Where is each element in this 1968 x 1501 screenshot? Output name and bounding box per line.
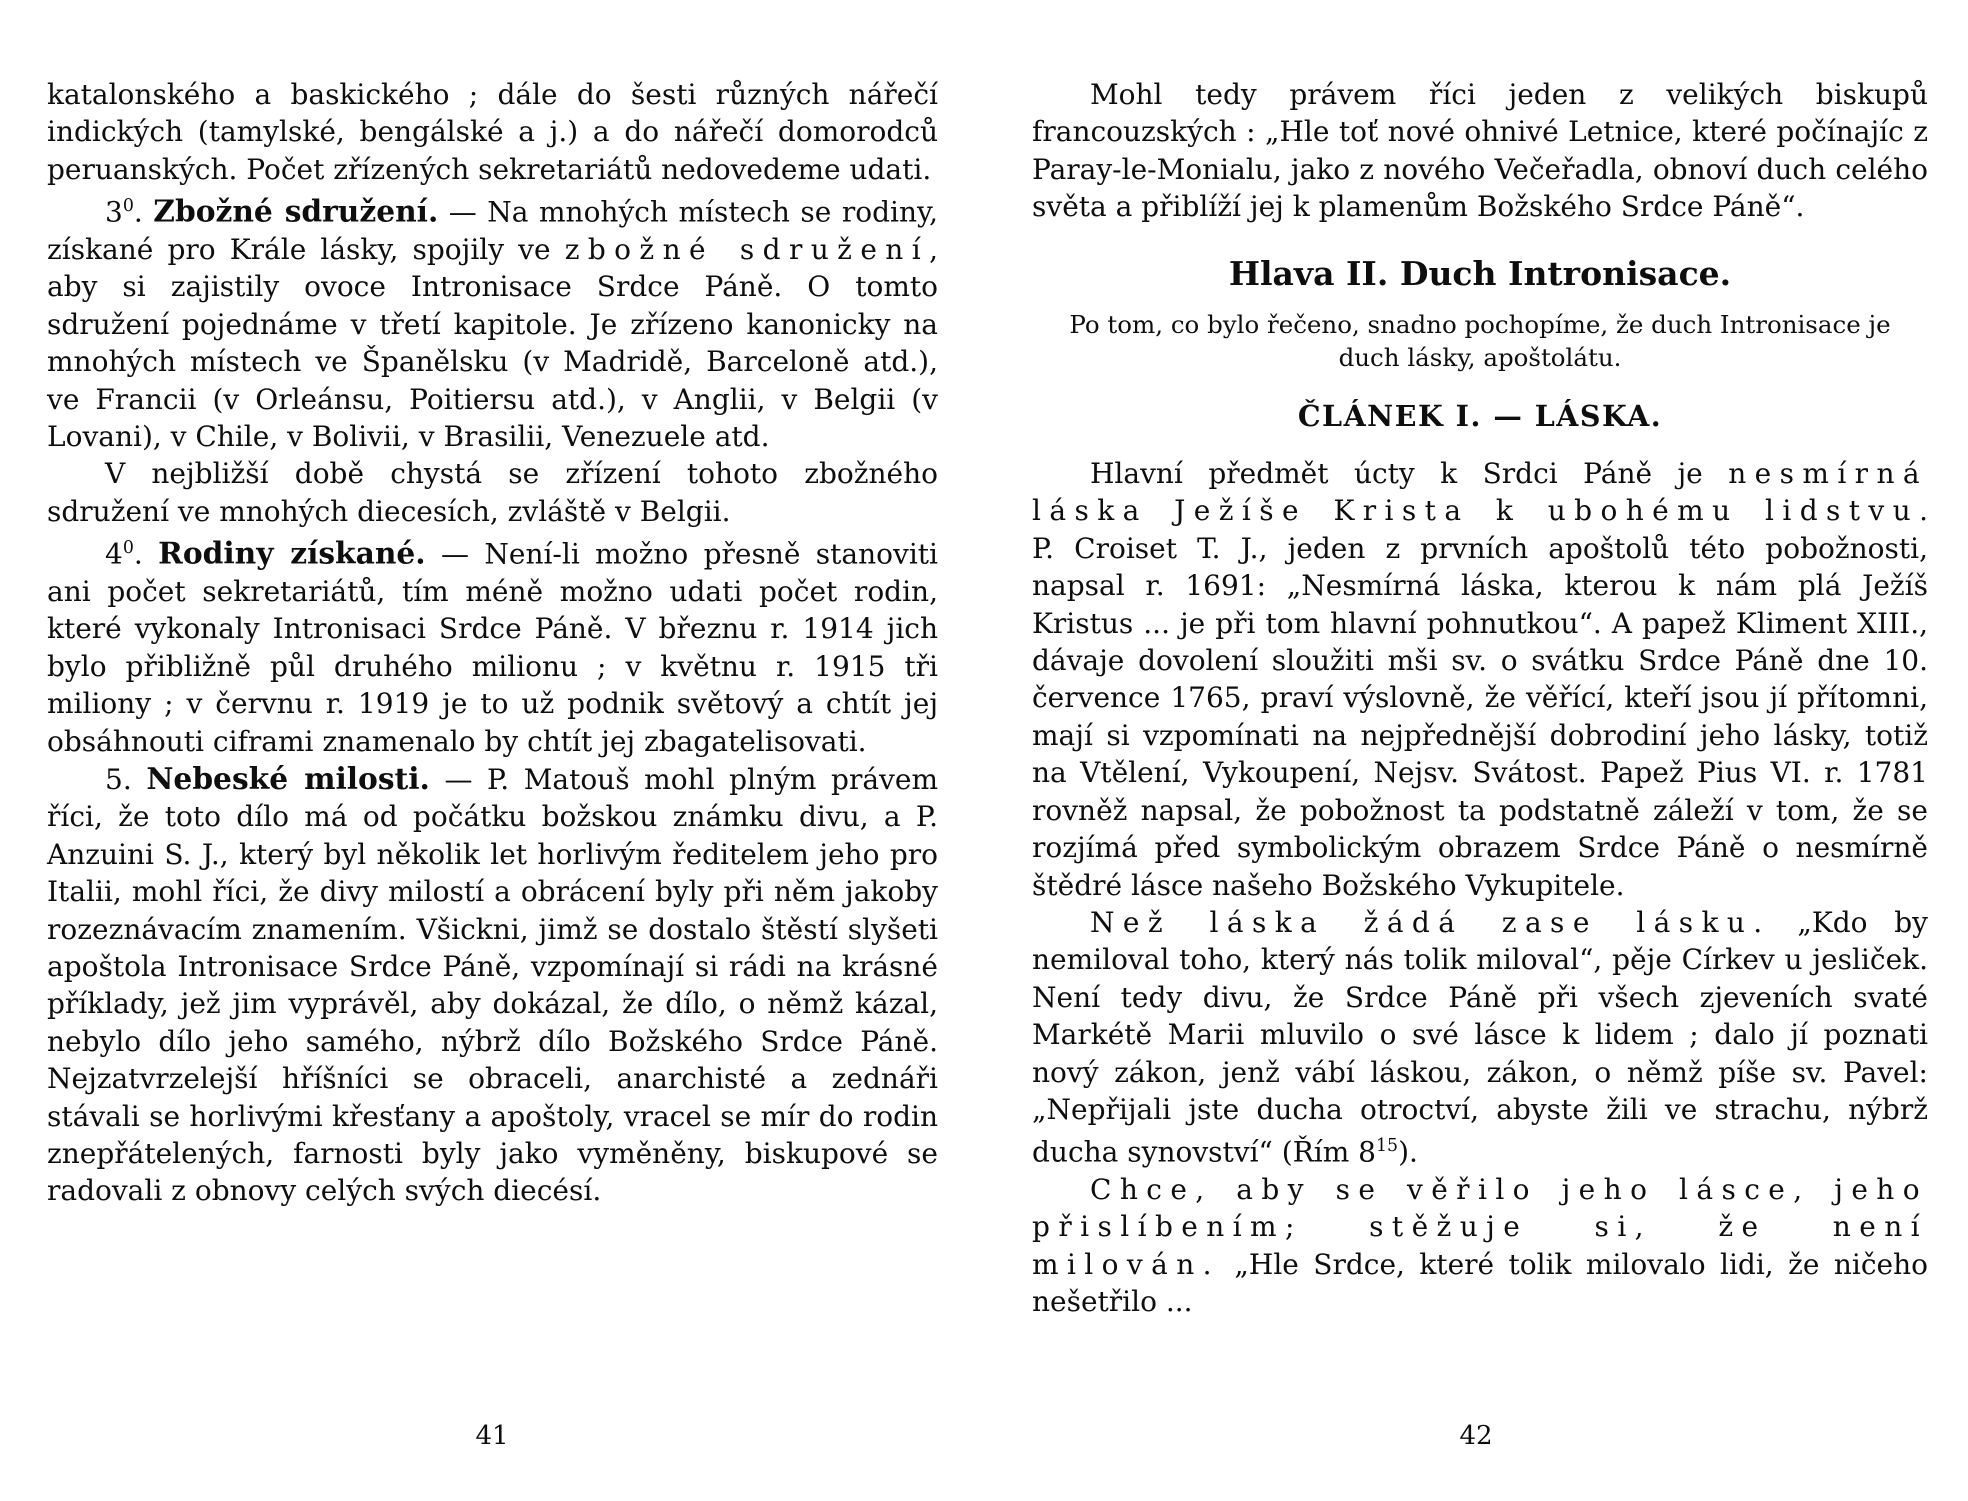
paragraph (1032, 904, 1928, 1171)
text-run: . (133, 195, 154, 229)
text-run: 4 (105, 537, 123, 571)
page-right (984, 0, 1968, 1501)
emphasis-run: Než láska žádá zase lásku. (1090, 905, 1771, 939)
paragraph (47, 455, 938, 530)
page-number-right: 42 (1459, 1421, 1493, 1451)
text-run: Po tom, co bylo řečeno, snadno pochopíme, že duch Intronisace je duch lásky, apoštolátu. (1069, 309, 1891, 372)
text-run: . P. Croiset T. J., jeden z prvních apoštolů této pobožnosti, napsal r. 1691: „Nesmírná láska, kterou k nám plá Ježíš Kristus ... je při tom hlavní pohnutkou“. A papež Kliment XIII., dávaje dovolení sloužiti mši sv. o svátku Srdce Páně dne 10. července 1765, praví výslovně, že věřící, kteří jsou jí přítomni, mají si vzpomínati na nejpřednější dobrodiní jeho lásky, totiž na Vtělení, Vykoupení, Nejsv. Svátost. Papež Pius VI. r. 1781 rovněž napsal, že pobožnost ta podstatně záleží v tom, že se rozjímá před symbolickým obrazem Srdce Páně o nesmírně štědré lásce našeho Božského Vykupitele. (1032, 494, 1928, 902)
paragraph (1032, 1171, 1928, 1321)
text-run: V nejbližší době chystá se zřízení tohoto zbožného sdružení ve mnohých diecesích, zvláště v Belgii. (47, 457, 938, 528)
section-title-run: Nebeské milosti. (146, 760, 430, 796)
text-run: 5. (105, 762, 147, 796)
text-run: „Kdo by nemiloval toho, který nás tolik miloval“, pěje Církev u jesliček. Není tedy divu, že Srdce Páně při všech zjeveních svaté Markétě Marii mluvilo o své lásce k lidem ; dalo jí poznati nový zákon, jenž vábí láskou, zákon, o němž píše sv. Pavel: „Nepřijali jste ducha otroctví, abyste žili ve strachu, nýbrž ducha synovství“ (Řím 8 (1032, 905, 1929, 1169)
text-run: ČLÁNEK I. — LÁSKA. (1297, 398, 1663, 433)
text-run: 0 (122, 196, 134, 217)
text-run: — Na mnohých místech se rodiny, získané pro Krále lásky, spojily ve (47, 195, 938, 266)
page-number-left: 41 (475, 1421, 509, 1451)
paragraph (47, 188, 938, 455)
text-run: — P. Matouš mohl plným právem říci, že toto dílo má od počátku božskou známku divu, a P. Anzuini S. J., který byl několik let horlivým ředitelem jeho pro Italii, mohl říci, že divy milostí a obrácení byly při něm jakoby rozeznávacím znamením. Všickni, jimž se dostalo štěstí slyšeti apoštola Intronisace Srdce Páně, vzpomínají si rádi na krásné příklady, jež jim vyprávěl, aby dokázal, že dílo, o němž kázal, nebylo dílo jeho samého, nýbrž dílo Božského Srdce Páně. Nejzatvrzelejší hříšníci se obraceli, anarchisté a zednáři stávali se horlivými křesťany a apoštoly, vracel se mír do rodin znepřátelených, farnosti byly jako vyměněny, biskupové se radovali z obnovy celých svých diecésí. (47, 762, 938, 1208)
emphasis-run: Chce, aby se věřilo jeho lásce, jeho přislíbením; stěžuje si, že není milován. (1032, 1173, 1928, 1281)
text-run: Mohl tedy právem říci jeden z velikých biskupů francouzských : „Hle toť nové ohnivé Letnice, které počínajíc z Paray-le-Monialu, jako z nového Večeřadla, obnoví duch celého světa a přiblíží jej k plamenům Božského Srdce Páně“. (1032, 78, 1928, 224)
section-title-run: Rodiny získané. (158, 535, 426, 571)
text-run: 0 (122, 538, 134, 559)
paragraph (1032, 76, 1928, 226)
text-run: — Není-li možno přesně stanoviti ani počet sekretariátů, tím méně možno udati počet rodin, které vykonaly Intronisaci Srdce Páně. V březnu r. 1914 jich bylo přibližně půl druhého milionu ; v květnu r. 1915 tři miliony ; v červnu r. 1919 je to už podnik světový a chtít jej obsáhnouti ciframi znamenalo by chtít jej zbagatelisovati. (47, 537, 938, 758)
text-run: Hlava II. Duch Intronisace. (1228, 253, 1732, 293)
chapter-subtitle (1036, 308, 1924, 374)
text-run: . (133, 537, 159, 571)
text-run: ). (1398, 1135, 1418, 1169)
paragraph (47, 530, 938, 760)
text-run: „Hle Srdce, které tolik milovalo lidi, že ničeho nešetřilo ... (1032, 1247, 1928, 1319)
chapter-heading (1032, 254, 1928, 294)
page-right-text-column (984, 0, 1968, 1321)
paragraph (1032, 455, 1928, 904)
paragraph (47, 76, 938, 188)
text-run: 3 (105, 195, 123, 229)
emphasis-run: zbožné sdružení (564, 232, 930, 266)
article-heading (1032, 398, 1928, 435)
section-title-run: Zbožné sdružení. (153, 193, 439, 229)
text-run: , aby si zajistily ovoce Intronisace Srdce Páně. O tomto sdružení pojednáme v třetí kapitole. Je zřízeno kanonicky na mnohých místech ve Španělsku (v Madridě, Barceloně atd.), ve Francii (v Orleánsu, Poitiersu atd.), v Anglii, v Belgii (v Lovani), v Chile, v Bolivii, v Brasilii, Venezuele atd. (47, 232, 939, 453)
text-run: 15 (1376, 1136, 1399, 1157)
emphasis-run: nesmírná láska Ježíše Krista k ubohému lidstvu (1032, 457, 1928, 528)
page-left-text-column (0, 0, 984, 1210)
paragraph (47, 760, 938, 1210)
text-run: Hlavní předmět úcty k Srdci Páně je (1090, 457, 1729, 491)
text-run: katalonského a baskického ; dále do šesti různých nářečí indických (tamylské, bengálské a j.) a do nářečí domorodců peruanských. Počet zřízených sekretariátů nedovedeme udati. (47, 78, 938, 186)
